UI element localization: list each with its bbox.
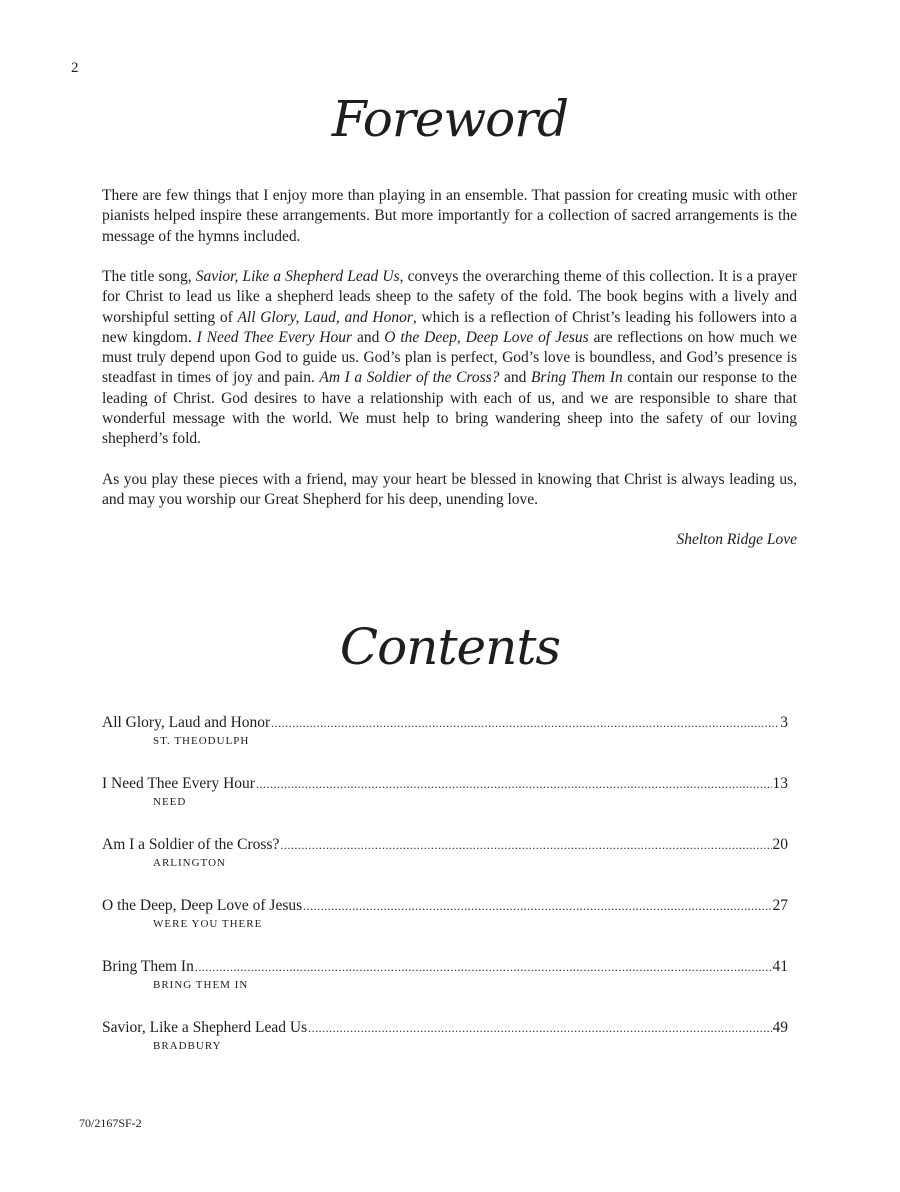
page-number: 2 bbox=[71, 60, 79, 76]
foreword-paragraph-3 bbox=[102, 470, 797, 511]
toc-tune-name: WERE YOU THERE bbox=[153, 918, 263, 930]
toc-tune-name: NEED bbox=[153, 796, 187, 808]
toc-entry[interactable] bbox=[102, 713, 788, 774]
toc-page-number[interactable]: 3 bbox=[780, 714, 788, 731]
toc-entry[interactable] bbox=[102, 957, 788, 1018]
hymn-title-text: O the Deep, Deep Love of Jesus bbox=[384, 328, 589, 346]
body-text: and bbox=[499, 369, 531, 387]
foreword-paragraph-2 bbox=[102, 267, 797, 450]
toc-title[interactable]: Savior, Like a Shepherd Lead Us bbox=[102, 1019, 308, 1036]
toc-title[interactable]: O the Deep, Deep Love of Jesus bbox=[102, 897, 303, 914]
table-of-contents bbox=[102, 713, 788, 1079]
toc-page-number[interactable]: 41 bbox=[772, 958, 788, 975]
toc-leader bbox=[308, 1018, 771, 1038]
body-text: The title song, bbox=[102, 268, 196, 285]
toc-leader bbox=[303, 896, 771, 916]
toc-page-number[interactable]: 20 bbox=[772, 836, 788, 853]
catalog-number: 70/2167SF-2 bbox=[79, 1116, 142, 1130]
toc-tune-name: ARLINGTON bbox=[153, 857, 226, 869]
toc-entry[interactable] bbox=[102, 774, 788, 835]
hymn-title-text: Am I a Soldier of the Cross? bbox=[319, 369, 500, 387]
contents-heading: Contents bbox=[339, 618, 561, 676]
toc-page-number[interactable]: 13 bbox=[772, 775, 788, 792]
body-text: , which is a reflection of Christ’s leading his followers into a new kingdom. bbox=[102, 308, 798, 346]
toc-tune-name: BRING THEM IN bbox=[153, 979, 249, 991]
toc-entry[interactable] bbox=[102, 835, 788, 896]
toc-entry[interactable] bbox=[102, 896, 788, 957]
toc-leader bbox=[256, 774, 772, 794]
body-text: , conveys the overarching theme of this collection. It is a prayer for Christ to lead us like a shepherd leads sheep to the safety of the fold. The book begins with a lively and worshipful setting of bbox=[102, 268, 797, 326]
toc-page-number[interactable]: 49 bbox=[772, 1019, 788, 1036]
toc-leader bbox=[195, 957, 772, 977]
hymn-title-text: All Glory, Laud, and Honor bbox=[237, 308, 413, 326]
toc-entry[interactable] bbox=[102, 1018, 788, 1079]
body-text: and bbox=[352, 328, 385, 346]
toc-leader bbox=[280, 835, 771, 855]
toc-tune-name: BRADBURY bbox=[153, 1040, 222, 1052]
body-text: contain our response to the leading of Christ. God desires to have a relationship with each of us, and we are responsible to share that wonderful message with the world. We must help to bring wandering sheep into the safety of our loving shepherd’s fold. bbox=[102, 369, 797, 448]
body-text: are reflections on how much we must truly depend upon God to guide us. God’s plan is perfect, God’s love is boundless, and God’s presence is steadfast in times of joy and pain. bbox=[102, 328, 798, 387]
toc-title[interactable]: All Glory, Laud and Honor bbox=[102, 714, 271, 731]
foreword-heading: Foreword bbox=[331, 90, 569, 148]
body-text: There are few things that I enjoy more than playing in an ensemble. That passion for creating music with other pianists helped inspire these arrangements. But more importantly for a collection of sacred arrangements is the message of the hymns included. bbox=[102, 187, 797, 245]
hymn-title-text: Savior, Like a Shepherd Lead Us bbox=[195, 268, 400, 285]
toc-title[interactable]: I Need Thee Every Hour bbox=[102, 775, 255, 792]
toc-tune-name: ST. THEODULPH bbox=[153, 735, 250, 747]
foreword-paragraph-1 bbox=[102, 186, 797, 247]
author-signature: Shelton Ridge Love bbox=[676, 531, 797, 548]
toc-page-number[interactable]: 27 bbox=[772, 897, 788, 914]
toc-title[interactable]: Bring Them In bbox=[102, 958, 194, 975]
body-text: As you play these pieces with a friend, may your heart be blessed in knowing that Christ is always leading us, and may you worship our Great Shepherd for his deep, unending love. bbox=[102, 471, 797, 509]
hymn-title-text: Bring Them In bbox=[530, 369, 623, 387]
hymn-title-text: I Need Thee Every Hour bbox=[196, 328, 353, 346]
toc-title[interactable]: Am I a Soldier of the Cross? bbox=[102, 836, 280, 853]
toc-leader bbox=[271, 713, 779, 733]
